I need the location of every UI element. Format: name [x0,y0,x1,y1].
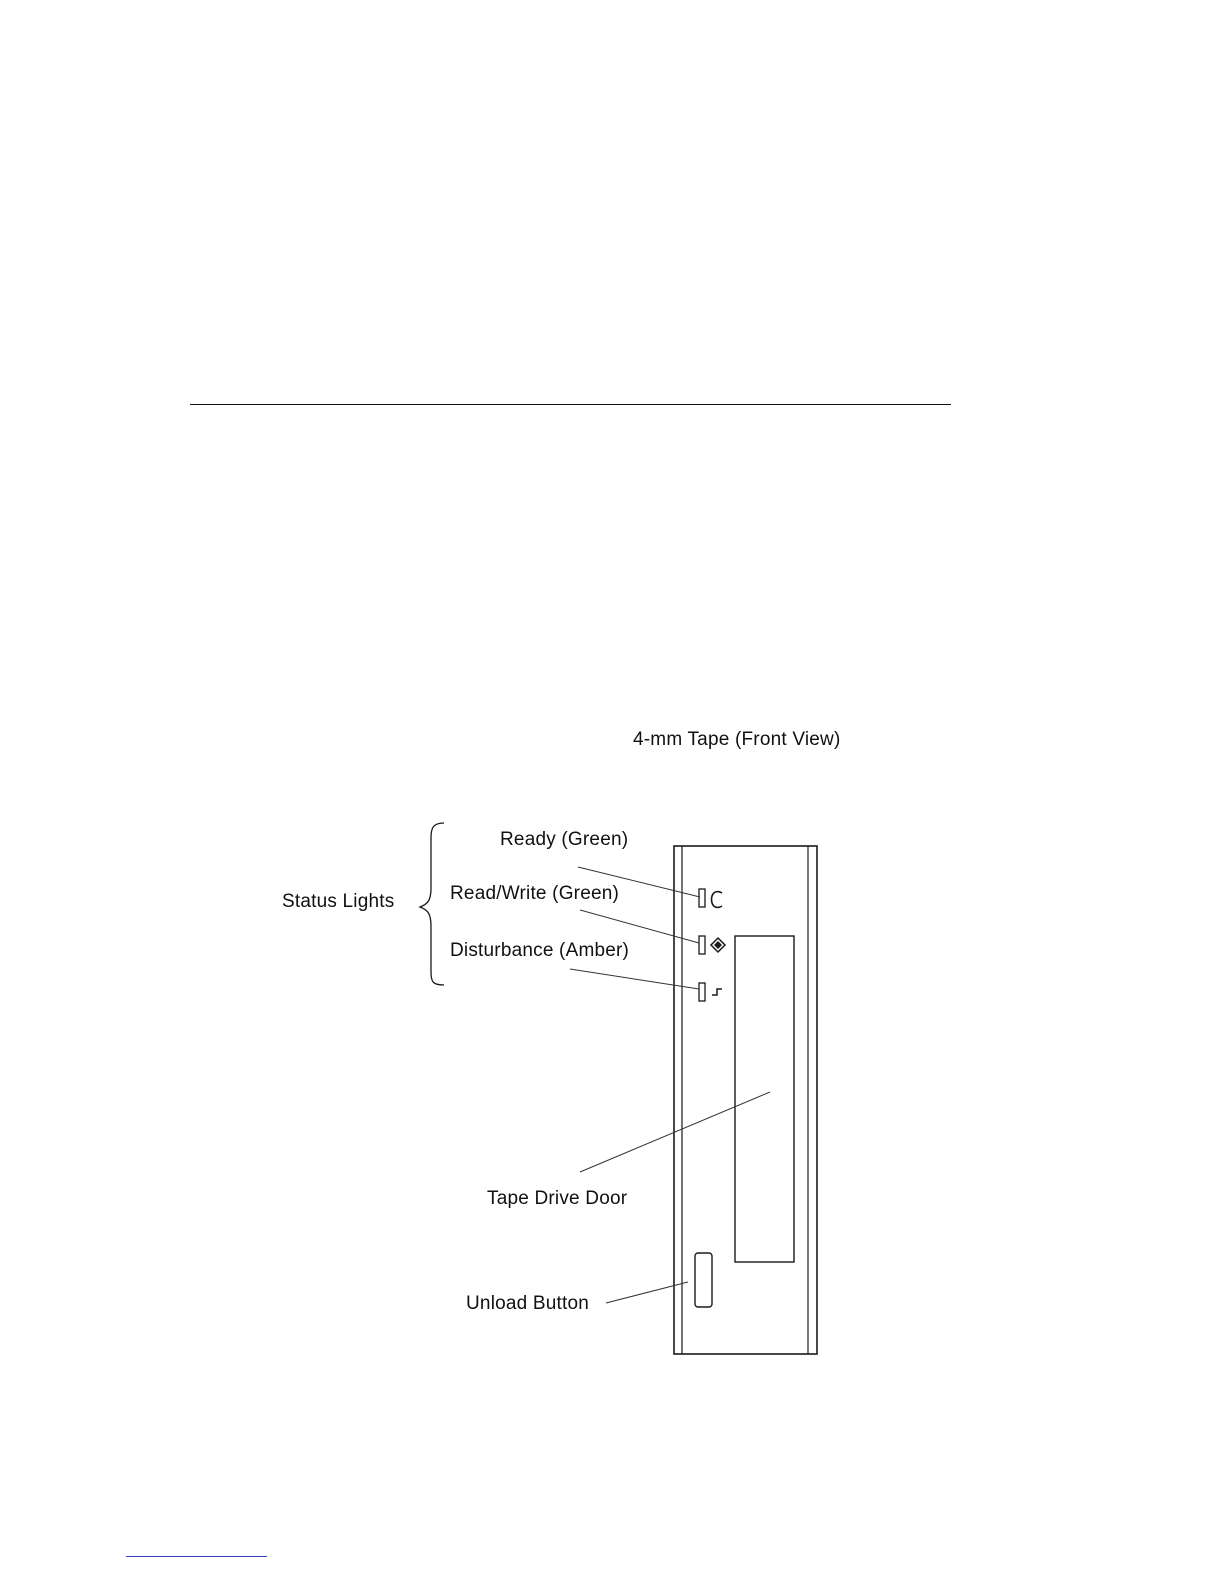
disturbance-label: Disturbance (Amber) [450,940,630,961]
disturbance-step-icon [712,989,722,995]
figure-title: 4-mm Tape (Front View) [633,729,841,750]
unload-button-label: Unload Button [466,1293,590,1314]
disturbance-leader [570,969,699,989]
unload-button [695,1253,712,1307]
read-write-diamond-icon [711,938,725,952]
ready-light [699,889,705,907]
ready-c-icon [712,892,723,908]
ready-label: Ready (Green) [500,829,629,850]
tape-drive-door-label: Tape Drive Door [487,1188,628,1209]
read-write-leader [580,910,699,943]
unload-button-leader [606,1282,688,1303]
disturbance-light [699,983,705,1001]
read-write-light [699,936,705,954]
footer-link-underline [126,1556,267,1557]
status-lights-brace [420,823,444,985]
read-write-label: Read/Write (Green) [450,883,620,904]
status-lights-label: Status Lights [282,891,395,912]
tape-drive-door [735,936,794,1262]
tape-drive-door-leader [580,1092,770,1172]
